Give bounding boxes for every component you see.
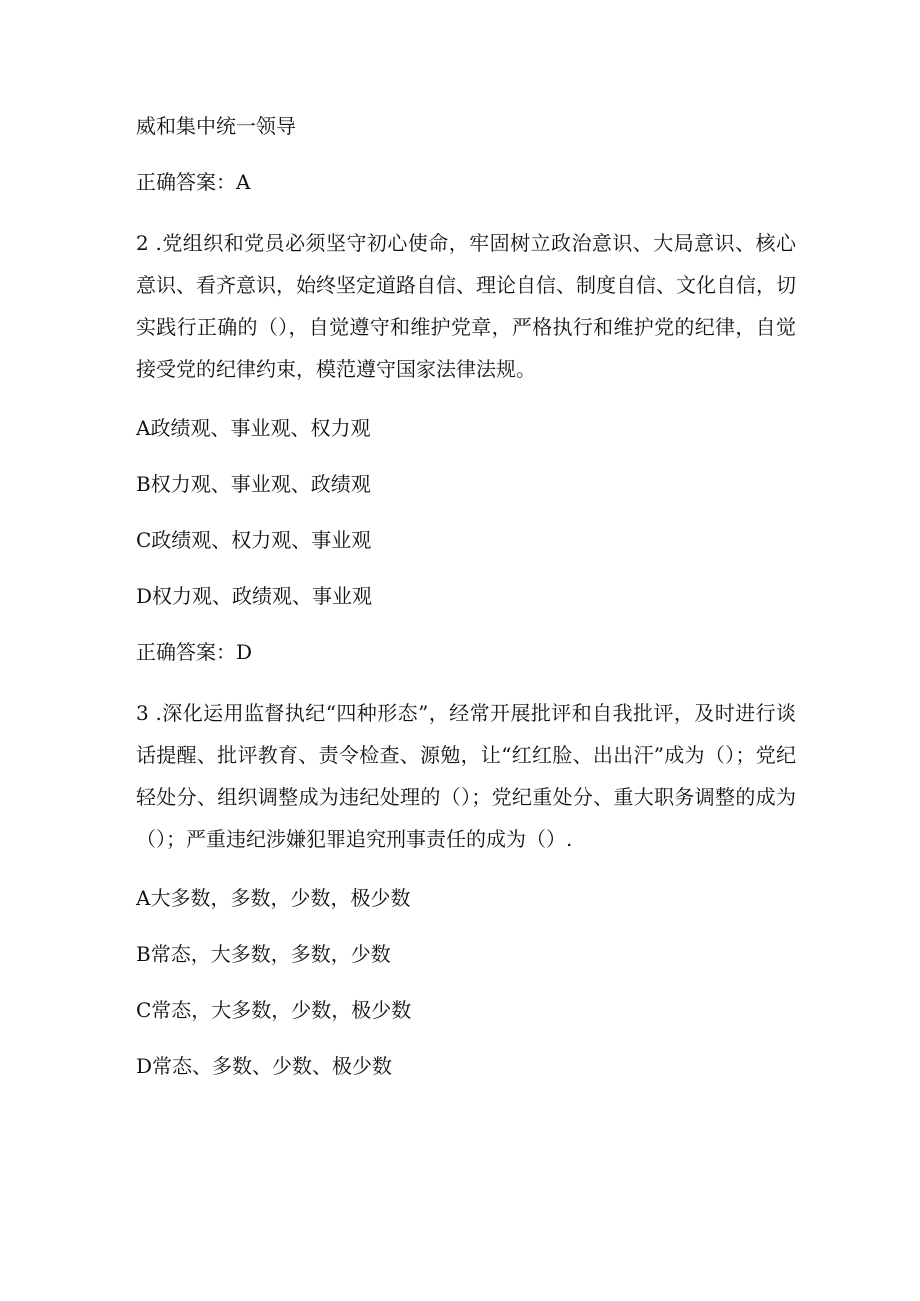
- answer-2: 正确答案：D: [136, 640, 253, 664]
- question-3-option-a: A大多数，多数，少数，极少数: [136, 886, 411, 910]
- question-3-option-d: D常态、多数、少数、极少数: [136, 1054, 393, 1078]
- question-3-option-b: B常态，大多数，多数，少数: [136, 942, 391, 966]
- question-3-option-c: C常态，大多数，少数，极少数: [136, 998, 412, 1022]
- answer-1: 正确答案：A: [136, 170, 251, 194]
- question-2-option-d: D权力观、政绩观、事业观: [136, 584, 373, 608]
- text-line-continuation: 威和集中统一领导: [136, 114, 296, 138]
- question-2-option-a: A政绩观、事业观、权力观: [136, 416, 371, 440]
- document-content: [136, 112, 796, 1080]
- question-2: 2 .党组织和党员必须坚守初心使命，牢固树立政治意识、大局意识、核心意识、看齐意识，始终坚定道路自信、理论自信、制度自信、文化自信，切实践行正确的（），自觉遵守和维护党章，严格执行和维护党的纪律，自觉接受党的纪律约束，模范遵守国家法律法规。: [136, 231, 796, 381]
- question-2-option-b: B权力观、事业观、政绩观: [136, 472, 371, 496]
- question-2-option-c: C政绩观、权力观、事业观: [136, 528, 372, 552]
- question-3: 3 .深化运用监督执纪“四种形态”，经常开展批评和自我批评，及时进行谈话提醒、批评教育、责令检查、源勉，让“红红脸、出出汗”成为（）；党纪轻处分、组织调整成为违纪处理的（）；党纪重处分、重大职务调整的成为（）；严重违纪涉嫌犯罪追究刑事责任的成为（）.: [136, 701, 796, 851]
